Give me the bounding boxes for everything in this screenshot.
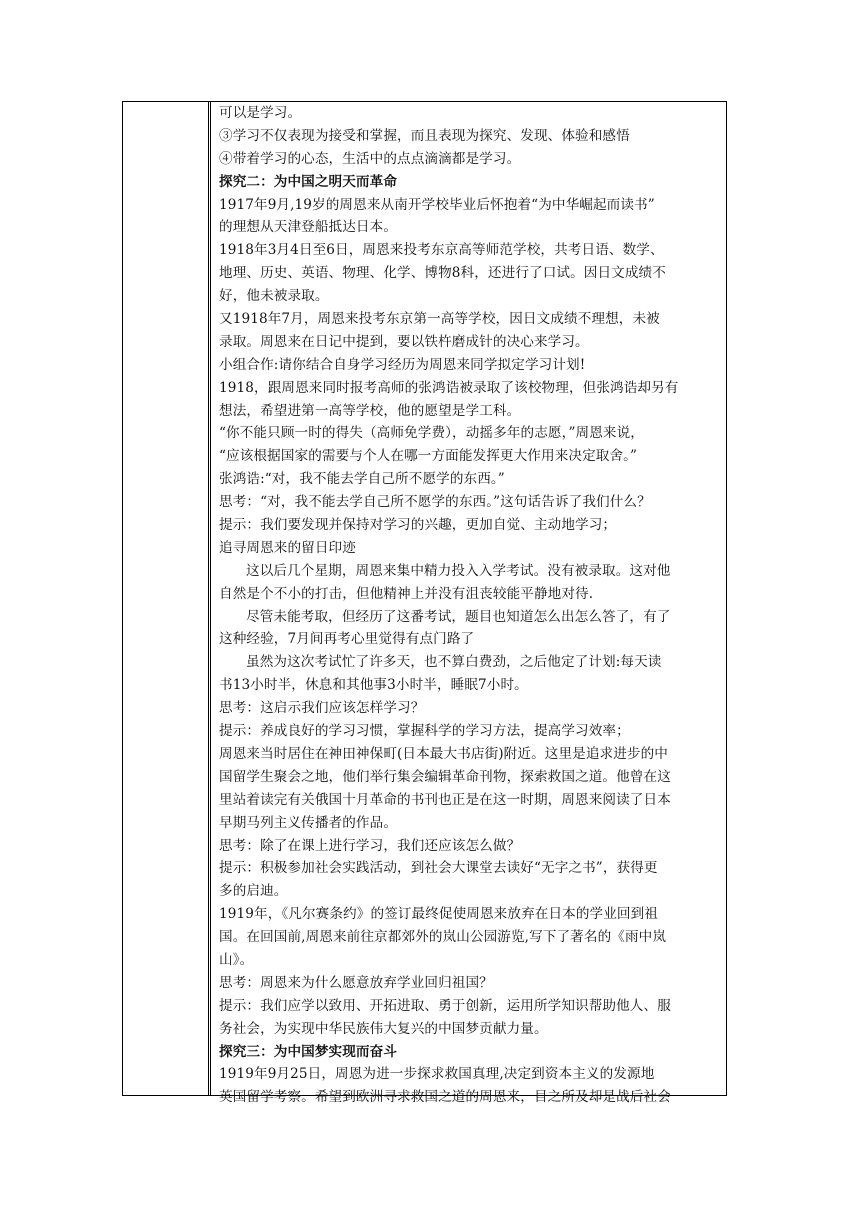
text-line: 提示：养成良好的学习习惯，掌握科学的学习方法，提高学习效率； xyxy=(219,723,630,740)
text-line: 思考：周恩来为什么愿意放弃学业回归祖国？ xyxy=(219,974,493,991)
content-cell xyxy=(219,102,719,1109)
text-line: ③学习不仅表现为接受和掌握，而且表现为探究、发现、体验和感悟 xyxy=(219,127,630,144)
text-line: 自然是个不小的打击，但他精神上并没有沮丧较能平静地对待. xyxy=(219,585,594,602)
text-line: 1918年3月4日至6日，周恩来投考东京高等师范学校，共考日语、数学、 xyxy=(219,242,664,259)
text-line: 山》。 xyxy=(219,951,254,968)
text-line: 尽管未能考取，但经历了这番考试，题目也知道怎么出怎么答了，有了 xyxy=(246,608,671,625)
text-line: 这种经验，7月间再考心里觉得有点门路了 xyxy=(219,631,475,648)
text-line: “你不能只顾一时的得失（高师免学费），动摇多年的志愿，”周恩来说， xyxy=(219,425,645,442)
text-line: 1917年9月,19岁的周恩来从南开学校毕业后怀抱着“为中华崛起而读书” xyxy=(219,196,655,213)
text-line: 提示：积极参加社会实践活动，到社会大课堂去读好“无字之书”，获得更 xyxy=(219,860,658,877)
table-column-divider xyxy=(209,102,211,1095)
text-line: 又1918年7月，周恩来投考东京第一高等学校，因日文成绩不理想，未被 xyxy=(219,311,660,328)
text-line: 提示：我们应学以致用、开拓进取、勇于创新，运用所学知识帮助他人、服 xyxy=(219,997,671,1014)
text-line: 思考：“对，我不能去学自己所不愿学的东西。”这句话告诉了我们什么？ xyxy=(219,494,651,511)
text-line: 1918，跟周恩来同时报考高师的张鸿诰被录取了该校物理，但张鸿诰却另有 xyxy=(219,379,679,396)
text-line: 张鸿诰:“对，我不能去学自己所不愿学的东西。” xyxy=(219,471,505,488)
text-line: 早期马列主义传播者的作品。 xyxy=(219,814,398,831)
text-line: “应该根据国家的需要与个人在哪一方面能发挥更大作用来决定取舍。” xyxy=(219,448,638,465)
text-line: 书13小时半，休息和其他事3小时半，睡眠7小时。 xyxy=(219,677,528,694)
text-line: 录取。周恩来在日记中提到，要以铁杵磨成针的决心来学习。 xyxy=(219,333,589,350)
text-line: 的理想从天津登船抵达日本。 xyxy=(219,219,398,236)
text-line: 地理、历史、英语、物理、化学、博物8科，还进行了口试。因日文成绩不 xyxy=(219,265,666,282)
lesson-table xyxy=(122,101,727,1106)
section-heading: 探究三：为中国梦实现而奋斗 xyxy=(219,1043,398,1060)
text-line: 英国留学考察。希望到欧洲寻求救国之道的周恩来，目之所及却是战后社会 xyxy=(219,1089,671,1106)
text-line: 虽然为这次考试忙了许多天，也不算白费劲，之后他定了计划:每天读 xyxy=(246,654,662,671)
table-column-left xyxy=(123,102,209,1095)
text-line: 思考：这启示我们应该怎样学习？ xyxy=(219,700,425,717)
text-line: 周恩来当时居住在神田神保町(日本最大书店街)附近。这里是追求进步的中 xyxy=(219,745,669,762)
text-line: 想法，希望进第一高等学校，他的愿望是学工科。 xyxy=(219,402,521,419)
text-line: 追寻周恩来的留日印迹 xyxy=(219,539,356,556)
text-line: 1919年，《凡尔赛条约》的签订最终促使周恩来放弃在日本的学业回到祖 xyxy=(219,906,659,923)
text-line: 这以后几个星期，周恩来集中精力投入入学考试。没有被录取。这对他 xyxy=(246,562,671,579)
text-line: 国。在回国前,周恩来前往京都郊外的岚山公园游览,写下了著名的《雨中岚 xyxy=(219,929,667,946)
section-heading: 探究二：为中国之明天而革命 xyxy=(219,173,398,190)
text-line: 里站着读完有关俄国十月革命的书刊也正是在这一时期，周恩来阅读了日本 xyxy=(219,791,671,808)
text-line: ④带着学习的心态，生活中的点点滴滴都是学习。 xyxy=(219,150,521,167)
text-line: 多的启迪。 xyxy=(219,883,288,900)
text-line: 好，他未被录取。 xyxy=(219,288,329,305)
text-line: 思考：除了在课上进行学习，我们还应该怎么做？ xyxy=(219,837,521,854)
text-line: 提示：我们要发现并保持对学习的兴趣，更加自觉、主动地学习； xyxy=(219,517,617,534)
text-line: 务社会，为实现中华民族伟大复兴的中国梦贡献力量。 xyxy=(219,1020,548,1037)
text-line: 1919年9月25日，周恩为进一步探求救国真理,决定到资本主义的发源地 xyxy=(219,1066,655,1083)
text-line: 可以是学习。 xyxy=(219,105,302,121)
text-line: 小组合作:请你结合自身学习经历为周恩来同学拟定学习计划! xyxy=(219,356,586,373)
text-line: 国留学生聚会之地，他们举行集会编辑革命刊物，探索救国之道。他曾在这 xyxy=(219,768,671,785)
